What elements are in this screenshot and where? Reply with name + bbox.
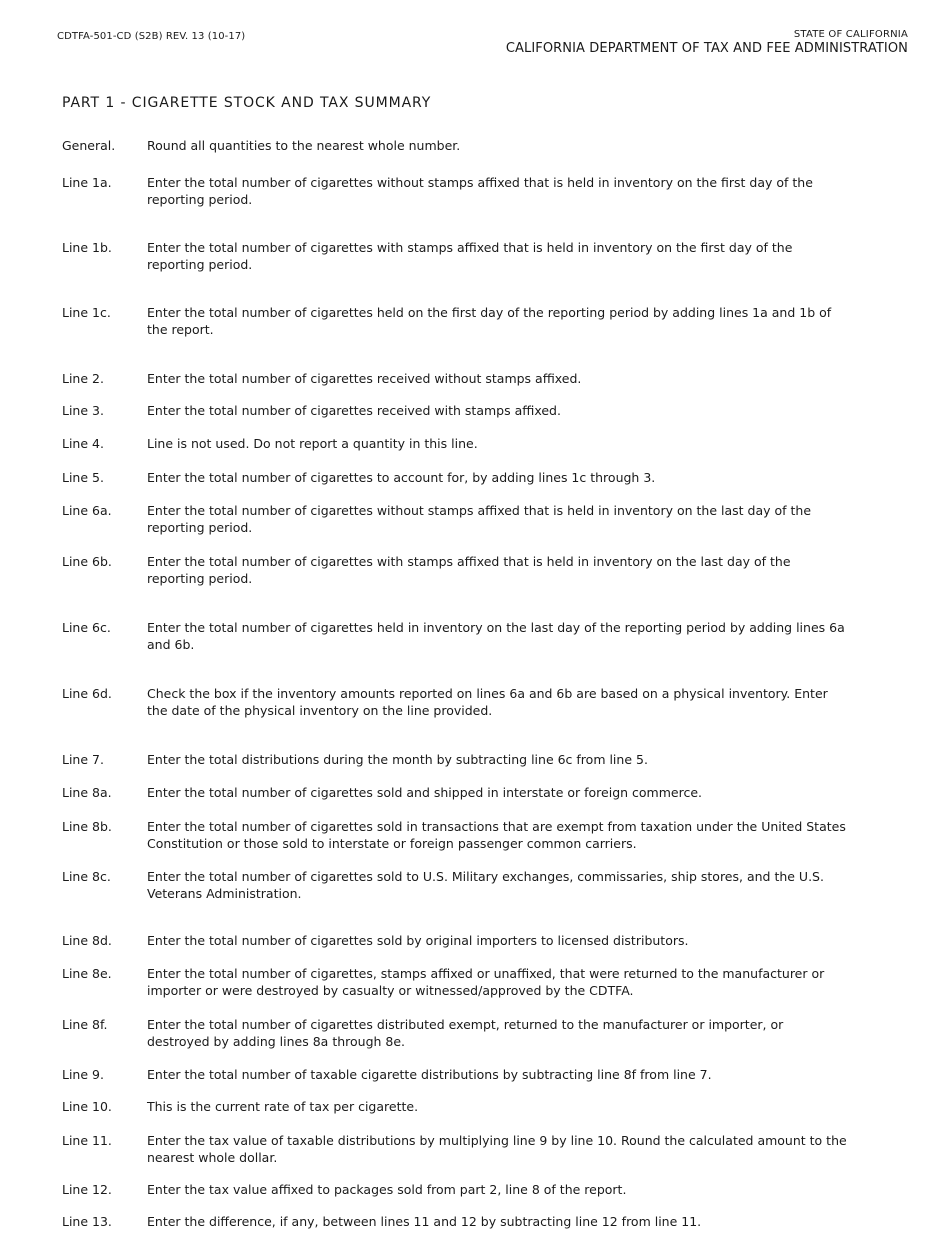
instruction-row [62, 174, 847, 208]
instruction-label: Line 13. [62, 1214, 112, 1229]
instruction-text: This is the current rate of tax per cigarette. [147, 1099, 419, 1114]
form-id: CDTFA-501-CD (S2B) REV. 13 (10-17) [57, 31, 246, 42]
instruction-label: Line 2. [62, 371, 104, 386]
state-name: STATE OF CALIFORNIA [793, 29, 908, 40]
instruction-label: Line 8a. [62, 785, 112, 800]
instruction-label: Line 10. [62, 1099, 112, 1114]
instruction-label: Line 8d. [62, 933, 112, 948]
instruction-row [62, 685, 847, 719]
instruction-label: Line 6c. [62, 620, 111, 635]
instruction-text: Enter the total number of cigarettes held in inventory on the last day of the reporting period by adding lines 6a and 6b. [147, 620, 845, 652]
instruction-text: Round all quantities to the nearest whole number. [147, 138, 461, 153]
instruction-label: Line 7. [62, 752, 104, 767]
instruction-label: Line 8e. [62, 966, 112, 981]
instruction-text: Enter the total distributions during the month by subtracting line 6c from line 5. [147, 752, 648, 767]
instruction-row [62, 751, 847, 768]
instruction-row [62, 137, 847, 154]
instruction-text: Enter the total number of cigarettes received without stamps affixed. [147, 371, 582, 386]
instruction-label: Line 8f. [62, 1017, 108, 1032]
instruction-row [62, 1132, 847, 1166]
instruction-row [62, 784, 847, 801]
instruction-row [62, 619, 847, 653]
instruction-text: Enter the tax value affixed to packages sold from part 2, line 8 of the report. [147, 1182, 627, 1197]
instruction-text: Enter the total number of cigarettes without stamps affixed that is held in inventory on the first day of the reporting period. [147, 175, 813, 207]
instruction-text: Enter the total number of cigarettes sold in transactions that are exempt from taxation under the United States Constitution or those sold to interstate or foreign passenger common carriers. [147, 819, 846, 851]
instruction-text: Enter the total number of cigarettes without stamps affixed that is held in inventory on the last day of the reporting period. [147, 503, 812, 535]
instruction-label: Line 9. [62, 1067, 104, 1082]
instruction-text: Enter the total number of cigarettes sold to U.S. Military exchanges, commissaries, ship stores, and the U.S. Veterans Administration. [147, 869, 824, 901]
instruction-text: Enter the total number of cigarettes sold and shipped in interstate or foreign commerce. [147, 785, 702, 800]
instruction-text: Enter the total number of cigarettes, stamps affixed or unaffixed, that were returned to the manufacturer or importer or were destroyed by casualty or witnessed/approved by the CDTFA. [147, 966, 825, 998]
instruction-text: Line is not used. Do not report a quantity in this line. [147, 436, 478, 451]
instruction-label: Line 8c. [62, 869, 111, 884]
instruction-row [62, 1066, 847, 1083]
instruction-label: Line 1a. [62, 175, 112, 190]
instruction-row [62, 868, 847, 902]
instruction-list [62, 137, 847, 1245]
instruction-row [62, 370, 847, 387]
instruction-row [62, 1213, 847, 1230]
instruction-row [62, 239, 847, 273]
instruction-row [62, 469, 847, 486]
instruction-row [62, 502, 847, 536]
instruction-label: Line 3. [62, 403, 104, 418]
instruction-row [62, 1181, 847, 1198]
instruction-text: Enter the total number of cigarettes held on the first day of the reporting period by adding lines 1a and 1b of the report. [147, 305, 832, 337]
instruction-row [62, 818, 847, 852]
instruction-text: Check the box if the inventory amounts reported on lines 6a and 6b are based on a physical inventory. Enter the date of the physical inventory on the line provided. [147, 686, 828, 718]
instruction-row [62, 402, 847, 419]
instruction-row [62, 932, 847, 949]
instruction-label: Line 1b. [62, 240, 112, 255]
instruction-text: Enter the total number of cigarettes to account for, by adding lines 1c through 3. [147, 470, 656, 485]
section-title: PART 1 - CIGARETTE STOCK AND TAX SUMMARY [62, 95, 432, 111]
instruction-label: Line 12. [62, 1182, 112, 1197]
instruction-row [62, 435, 847, 452]
instruction-text: Enter the total number of taxable cigarette distributions by subtracting line 8f from line 7. [147, 1067, 712, 1082]
instruction-label: Line 11. [62, 1133, 112, 1148]
instruction-text: Enter the total number of cigarettes received with stamps affixed. [147, 403, 561, 418]
instruction-label: Line 6b. [62, 554, 112, 569]
instruction-label: Line 6d. [62, 686, 112, 701]
instruction-label: Line 4. [62, 436, 104, 451]
instruction-text: Enter the total number of cigarettes with stamps affixed that is held in inventory on the last day of the reporting period. [147, 554, 791, 586]
instruction-text: Enter the total number of cigarettes distributed exempt, returned to the manufacturer or importer, or destroyed by adding lines 8a through 8e. [147, 1017, 784, 1049]
instruction-text: Enter the total number of cigarettes with stamps affixed that is held in inventory on the first day of the reporting period. [147, 240, 793, 272]
instruction-text: Enter the difference, if any, between lines 11 and 12 by subtracting line 12 from line 11. [147, 1214, 702, 1229]
instruction-row [62, 1098, 847, 1115]
instruction-label: Line 6a. [62, 503, 112, 518]
agency-header [506, 29, 908, 56]
instruction-row [62, 553, 847, 587]
instruction-row [62, 1016, 847, 1050]
instruction-label: Line 8b. [62, 819, 112, 834]
department-name: CALIFORNIA DEPARTMENT OF TAX AND FEE ADMINISTRATION [505, 41, 908, 56]
instruction-label: Line 5. [62, 470, 104, 485]
instruction-row [62, 304, 847, 338]
instruction-text: Enter the tax value of taxable distributions by multiplying line 9 by line 10. Round the calculated amount to the nearest whole dollar. [147, 1133, 847, 1165]
instruction-label: General. [62, 138, 116, 153]
instruction-row [62, 965, 847, 999]
instruction-text: Enter the total number of cigarettes sold by original importers to licensed distributors. [147, 933, 689, 948]
instruction-label: Line 1c. [62, 305, 111, 320]
